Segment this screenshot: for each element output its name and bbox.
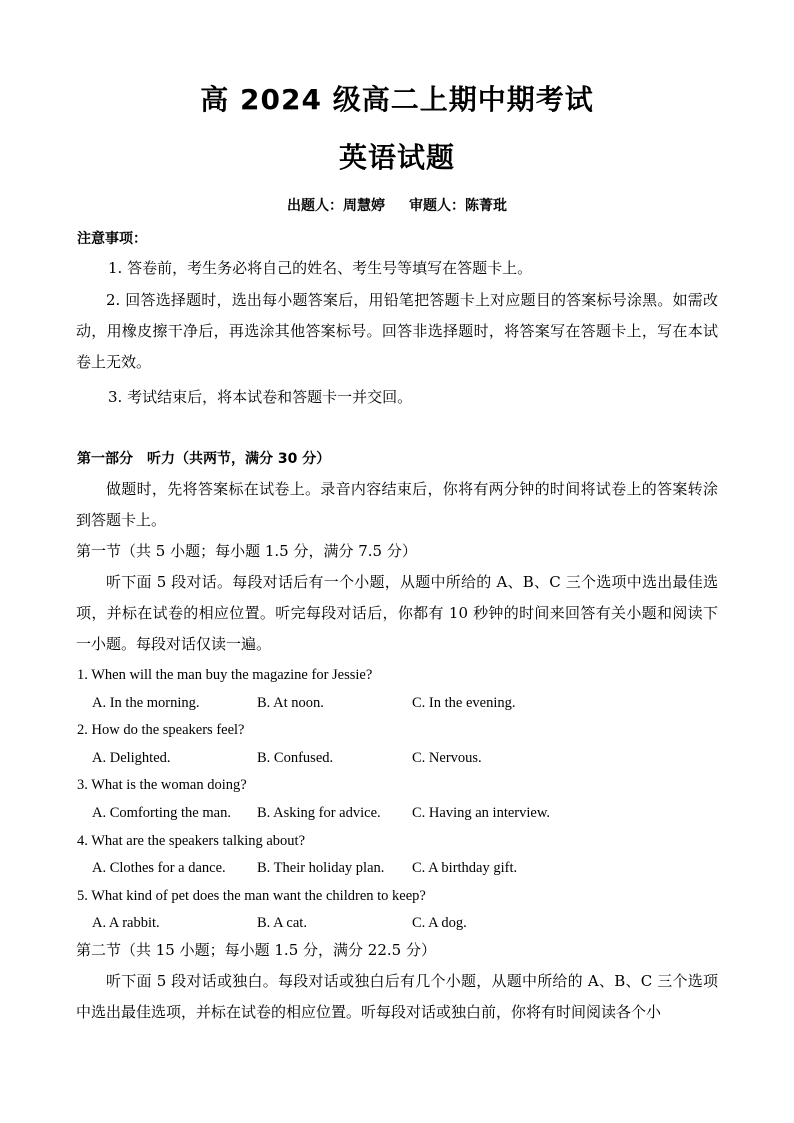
part1-heading: 第一部分 听力（共两节，满分 30 分） [77,451,331,467]
question-1: 1. When will the man buy the magazine for Jessie? [77,667,373,683]
notice-item-3: 3. 考试结束后，将本试卷和答题卡一并交回。 [108,388,413,406]
section2-instructions: 听下面 5 段对话或独白。每段对话或独白后有几个小题，从题中所给的 A、B、C 三个选项中选出最佳选项，并标在试卷的相应位置。听每段对话或独白前，你将有时间阅读各个小 [76,972,718,1021]
question-3-option-c: C. Having an interview. [412,805,550,821]
exam-subtitle: 英语试题 [338,141,455,174]
question-3: 3. What is the woman doing? [77,777,247,793]
question-5-option-c: C. A dog. [412,915,467,931]
setter-credit: 出题人：周慧婷 [287,198,385,214]
question-3-option-b: B. Asking for advice. [257,805,381,821]
question-5: 5. What kind of pet does the man want the children to keep? [77,888,426,904]
part1-intro: 做题时，先将答案标在试卷上。录音内容结束后，你将有两分钟的时间将试卷上的答案转涂到答题卡上。 [76,480,718,529]
notice-item-2: 2. 回答选择题时，选出每小题答案后，用铅笔把答题卡上对应题目的答案标号涂黑。如需改动，用橡皮擦干净后，再选涂其他答案标号。回答非选择题时，将答案写在答题卡上，写在本试卷上无效。 [76,291,718,371]
section1-instructions: 听下面 5 段对话。每段对话后有一个小题，从题中所给的 A、B、C 三个选项中选出最佳选项，并标在试卷的相应位置。听完每段对话后，你都有 10 秒钟的时间来回答有关小题和阅读下一小题。每段对话仅读一遍。 [76,573,718,653]
question-5-option-b: B. A cat. [257,915,307,931]
author-line [0,195,794,215]
question-2-option-b: B. Confused. [257,750,334,766]
exam-title: 高 2024 级高二上期中期考试 [200,83,594,116]
question-5-option-a: A. A rabbit. [92,915,160,931]
section2-heading: 第二节（共 15 小题；每小题 1.5 分，满分 22.5 分） [76,941,436,959]
reviewer-credit: 审题人：陈菁玭 [409,198,507,214]
question-4: 4. What are the speakers talking about? [77,833,306,849]
question-1-option-c: C. In the evening. [412,695,516,711]
question-4-option-c: C. A birthday gift. [412,860,518,876]
question-4-option-a: A. Clothes for a dance. [92,860,226,876]
notice-item-1: 1. 答卷前，考生务必将自己的姓名、考生号等填写在答题卡上。 [108,259,533,277]
question-3-option-a: A. Comforting the man. [92,805,231,821]
question-2: 2. How do the speakers feel? [77,722,245,738]
question-1-option-b: B. At noon. [257,695,324,711]
section1-heading: 第一节（共 5 小题；每小题 1.5 分，满分 7.5 分） [76,542,417,560]
question-2-option-a: A. Delighted. [92,750,171,766]
notice-heading: 注意事项： [77,231,147,247]
question-2-option-c: C. Nervous. [412,750,482,766]
question-4-option-b: B. Their holiday plan. [257,860,385,876]
question-1-option-a: A. In the morning. [92,695,200,711]
